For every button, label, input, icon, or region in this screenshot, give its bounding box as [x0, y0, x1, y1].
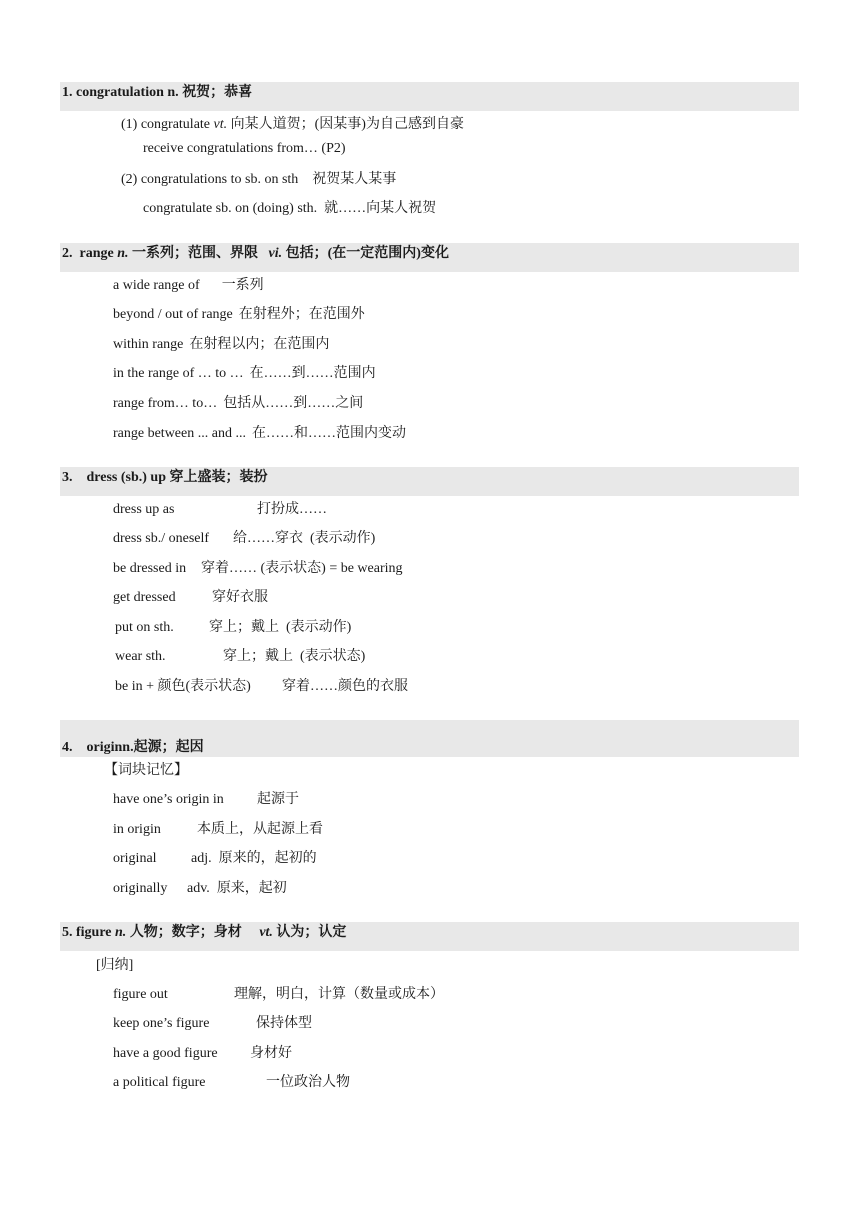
section-1-line-2: receive congratulations from… (P2)	[143, 141, 346, 156]
section-4-meaning: 起源；起因	[133, 740, 204, 755]
section-4-line-2: in origin 本质上，从起源上看	[113, 822, 323, 837]
section-5-word: figure	[76, 925, 112, 940]
section-4-line-1: have one’s origin in 起源于	[113, 792, 299, 807]
section-2-pos: n.	[117, 246, 129, 261]
section-1-line-4: congratulate sb. on (doing) sth. 就……向某人祝贺	[143, 201, 437, 216]
section-2-line-5: range from… to… 包括从……到……之间	[113, 396, 364, 411]
section-5-line-4: a political figure 一位政治人物	[113, 1075, 350, 1090]
section-4-number: 4.	[62, 740, 73, 755]
section-5-meaning: 人物；数字；身材	[129, 925, 242, 940]
section-2-line-6: range between ... and ... 在……和……范围内变动	[113, 426, 406, 441]
section-4-subheading: 【词块记忆】	[104, 763, 188, 778]
section-3-meaning: 穿上盛装；装扮	[169, 470, 268, 485]
section-4-word: origin	[86, 740, 123, 755]
section-5-pos2: vt.	[259, 925, 273, 940]
section-3-line-2: dress sb./ oneself 给……穿衣 (表示动作)	[113, 531, 376, 546]
section-1-pos: n.	[167, 85, 179, 100]
section-3-line-1: dress up as 打扮成……	[113, 502, 327, 517]
section-5-pos: n.	[115, 925, 127, 940]
section-2-meaning: 一系列；范围、界限	[132, 246, 259, 261]
section-2-number: 2.	[62, 246, 73, 261]
section-3-line-4: get dressed 穿好衣服	[113, 590, 268, 605]
section-2-word: range	[79, 246, 114, 261]
section-4-header	[60, 720, 799, 757]
section-3-line-3: be dressed in 穿着…… (表示状态) = be wearing	[113, 561, 403, 576]
section-1-line-3: (2) congratulations to sb. on sth 祝贺某人某事	[121, 172, 397, 187]
section-2-header	[60, 243, 799, 272]
section-4-line-3: original adj. 原来的，起初的	[113, 851, 317, 866]
section-3-line-7: be in + 颜色(表示状态) 穿着……颜色的衣服	[115, 679, 408, 694]
section-4-pos: n.	[122, 740, 134, 755]
section-2-line-1: a wide range of 一系列	[113, 278, 264, 293]
section-1-number: 1.	[62, 85, 73, 100]
section-1-header	[60, 82, 799, 111]
section-5-meaning2: 认为；认定	[276, 925, 347, 940]
section-3-line-6: wear sth. 穿上；戴上 (表示状态)	[115, 649, 366, 664]
section-1-line-1: (1) congratulate vt. 向某人道贺；(因某事)为自己感到自豪	[121, 117, 464, 132]
section-3-header	[60, 467, 799, 496]
section-1-word: congratulation	[76, 85, 164, 100]
section-1-meaning: 祝贺；恭喜	[182, 85, 253, 100]
section-3-line-5: put on sth. 穿上；戴上 (表示动作)	[115, 620, 352, 635]
section-5-line-1: figure out 理解，明白，计算（数量或成本）	[113, 987, 444, 1002]
section-5-header	[60, 922, 799, 951]
section-2-pos2: vi.	[268, 246, 283, 261]
section-5-subheading: [归纳]	[96, 958, 134, 973]
section-2-line-3: within range 在射程以内；在范围内	[113, 337, 330, 352]
section-4-line-4: originally adv. 原来，起初	[113, 881, 287, 896]
section-2-meaning2: 包括；(在一定范围内)变化	[285, 246, 449, 261]
section-5-line-3: have a good figure 身材好	[113, 1046, 292, 1061]
section-3-number: 3.	[62, 470, 73, 485]
section-2-line-2: beyond / out of range 在射程外；在范围外	[113, 307, 365, 322]
section-3-word: dress (sb.) up	[86, 470, 166, 485]
section-5-number: 5.	[62, 925, 73, 940]
section-5-line-2: keep one’s figure 保持体型	[113, 1016, 312, 1031]
section-2-line-4: in the range of … to … 在……到……范围内	[113, 366, 376, 381]
